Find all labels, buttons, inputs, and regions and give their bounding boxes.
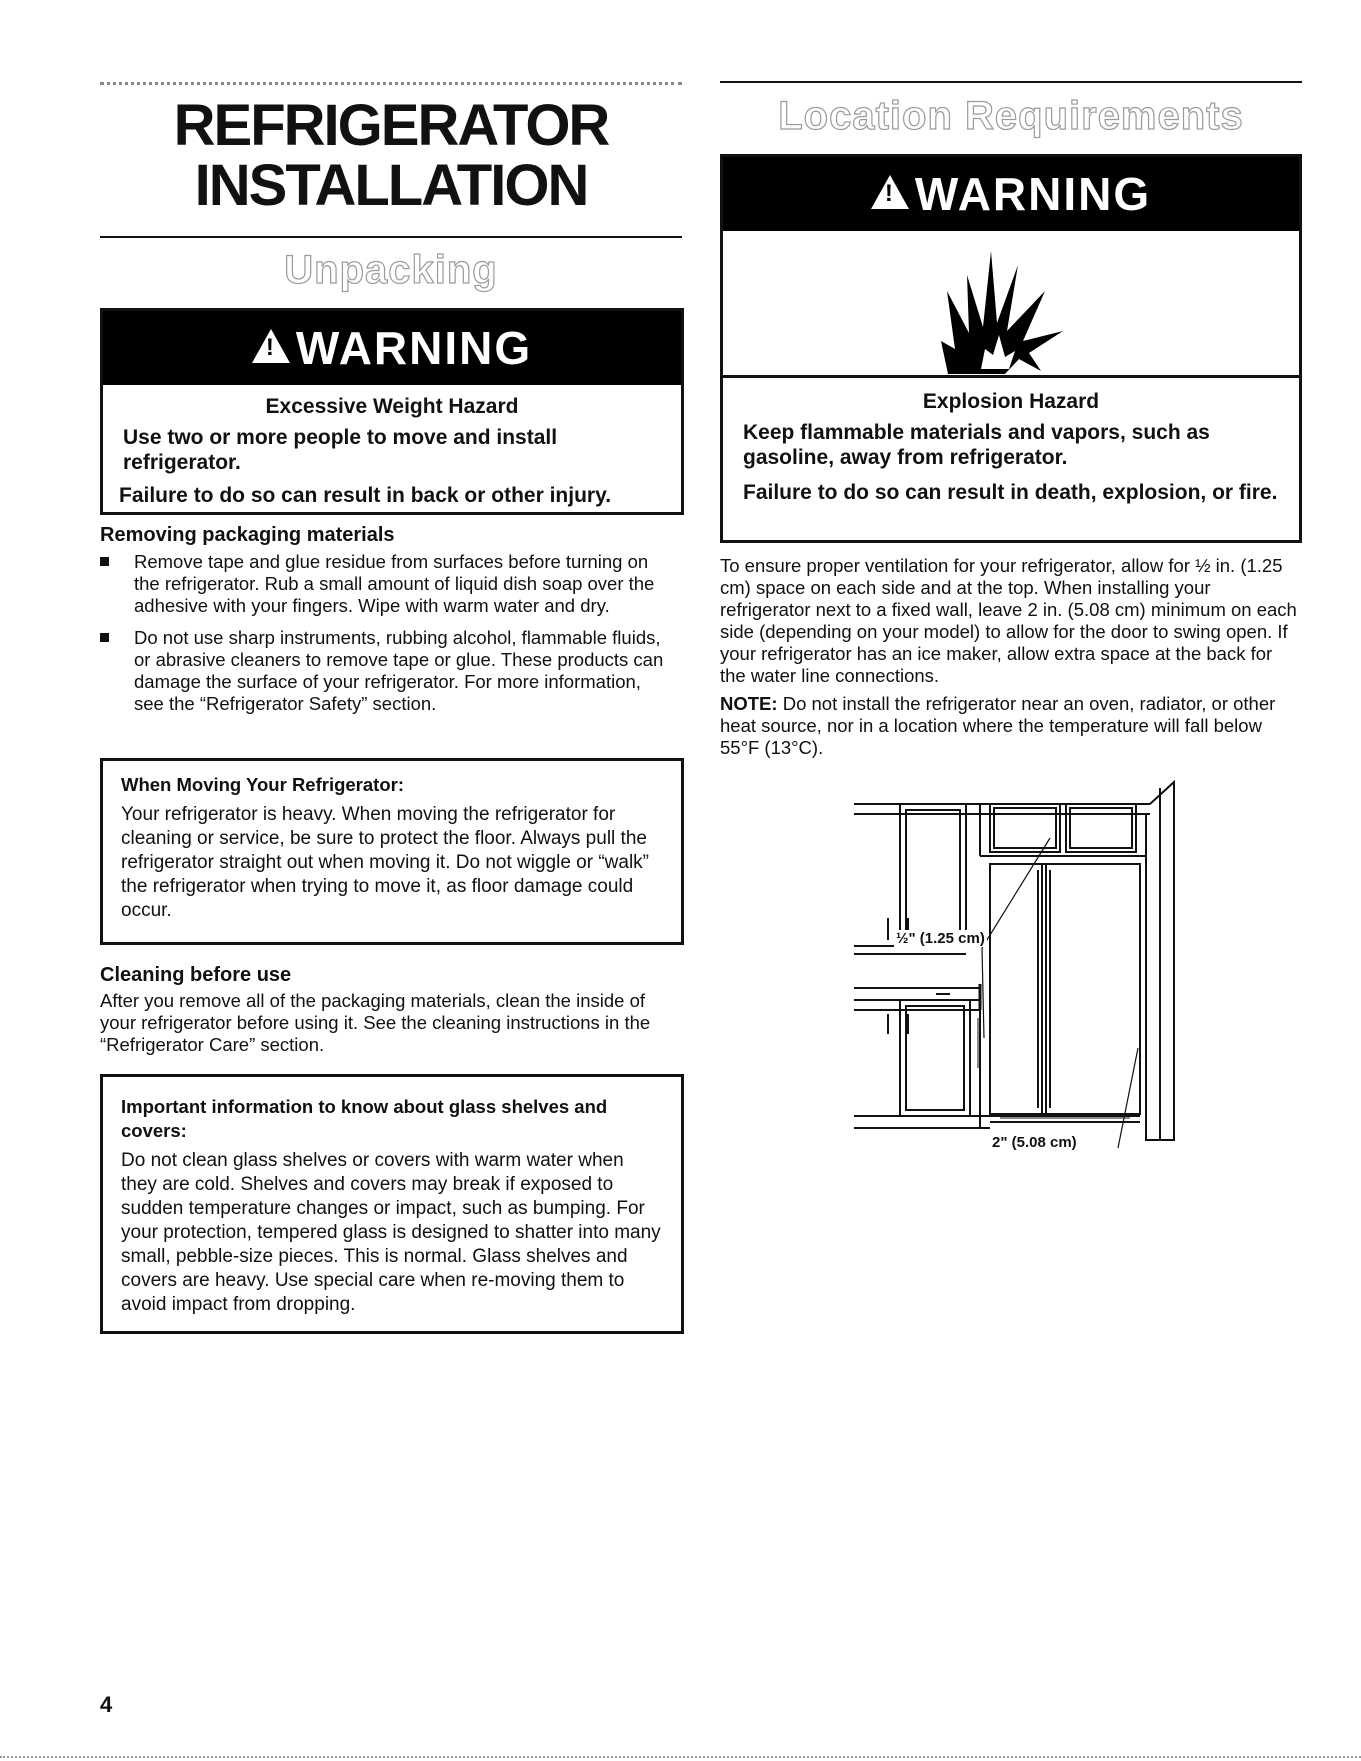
list-item: Remove tape and glue residue from surfaces before turning on the refrigerator. Rub a small amount of liquid dish soap over the adhesive with your fingers. Wipe with warm water and dry. xyxy=(100,551,666,617)
removing-list xyxy=(100,551,666,725)
warning-banner: ! WARNING xyxy=(723,157,1299,231)
hazard-title: Explosion Hazard xyxy=(922,390,1100,413)
two-inch-label: 2" (5.08 cm) xyxy=(992,1134,1077,1151)
warning-triangle-icon xyxy=(252,329,290,363)
hazard-title: Excessive Weight Hazard xyxy=(265,395,519,418)
explosion-icon xyxy=(723,231,1299,375)
removing-heading: Removing packaging materials xyxy=(100,524,395,546)
note-label: NOTE: xyxy=(720,693,778,714)
weight-warning-box xyxy=(100,308,684,515)
cleaning-heading: Cleaning before use xyxy=(100,964,292,986)
bullet-icon xyxy=(100,633,109,642)
section-rule-right xyxy=(720,81,1302,83)
explosion-icon-area xyxy=(723,231,1299,378)
title-line-1: REFRIGERATOR xyxy=(173,93,609,158)
warning-consequence: Failure to do so can result in death, explosion, or fire. xyxy=(743,481,1278,504)
moving-info-box xyxy=(100,758,684,945)
clearance-diagram-svg xyxy=(850,778,1180,1150)
unpacking-heading: Unpacking xyxy=(284,248,498,292)
warning-triangle-icon xyxy=(871,175,909,209)
glass-box-title: Important information to know about glass shelves and covers: xyxy=(121,1096,608,1141)
clearance-diagram xyxy=(850,778,1180,1150)
location-heading: Location Requirements xyxy=(778,94,1244,138)
ventilation-paragraph: To ensure proper ventilation for your refrigerator, allow for ½ in. (1.25 cm) space on each side and at the top. When installing your refrigerator next to a fixed wall, leave 2 in. (5.08 cm) minimum on each side (depending on your model) to allow for the door to swing open. If your refrigerator has an ice maker, allow extra space at the back for the water line connections. xyxy=(720,555,1297,686)
warning-instruction: Use two or more people to move and install refrigerator. xyxy=(123,426,558,474)
page-number: 4 xyxy=(100,1692,113,1717)
bottom-dotted-rule xyxy=(0,1756,1361,1758)
glass-info-box xyxy=(100,1074,684,1334)
warning-consequence: Failure to do so can result in back or other injury. xyxy=(119,484,612,507)
section-rule-left xyxy=(100,236,682,238)
top-dotted-rule xyxy=(100,82,682,85)
glass-box-text: Do not clean glass shelves or covers with warm water when they are cold. Shelves and covers may break if exposed to sudden temperature changes or impact, such as bumping. For your protection, tempered glass is designed to shatter into many small, pebble-size pieces. This is normal. Glass shelves and covers are heavy. Use special care when re-moving them to avoid impact from dropping. xyxy=(121,1150,661,1315)
note-paragraph: NOTE: Do not install the refrigerator near an oven, radiator, or other heat source, nor in a location where the temperature will fall below 55°F (13°C). xyxy=(720,693,1276,758)
warning-banner: ! WARNING xyxy=(103,311,681,385)
half-inch-label: ½" (1.25 cm) xyxy=(896,930,985,947)
title-line-2: INSTALLATION xyxy=(194,153,588,218)
explosion-warning-box xyxy=(720,154,1302,543)
moving-box-title: When Moving Your Refrigerator: xyxy=(121,774,404,795)
list-item: Do not use sharp instruments, rubbing alcohol, flammable fluids, or abrasive cleaners to remove tape or glue. These products can damage the surface of your refrigerator. For more information, see the “Refrigerator Safety” section. xyxy=(100,627,666,715)
moving-box-text: Your refrigerator is heavy. When moving the refrigerator for cleaning or service, be sure to protect the floor. Always pull the refrigerator straight out when moving it. Do not wiggle or “walk” the refrigerator when trying to move it, as floor damage could occur. xyxy=(121,804,650,921)
page-title xyxy=(100,93,682,218)
warning-instruction: Keep flammable materials and vapors, such as gasoline, away from refrigerator. xyxy=(743,421,1210,469)
bullet-icon xyxy=(100,557,109,566)
cleaning-text: After you remove all of the packaging materials, clean the inside of your refrigerator before using it. See the cleaning instructions in the “Refrigerator Care” section. xyxy=(100,990,651,1055)
